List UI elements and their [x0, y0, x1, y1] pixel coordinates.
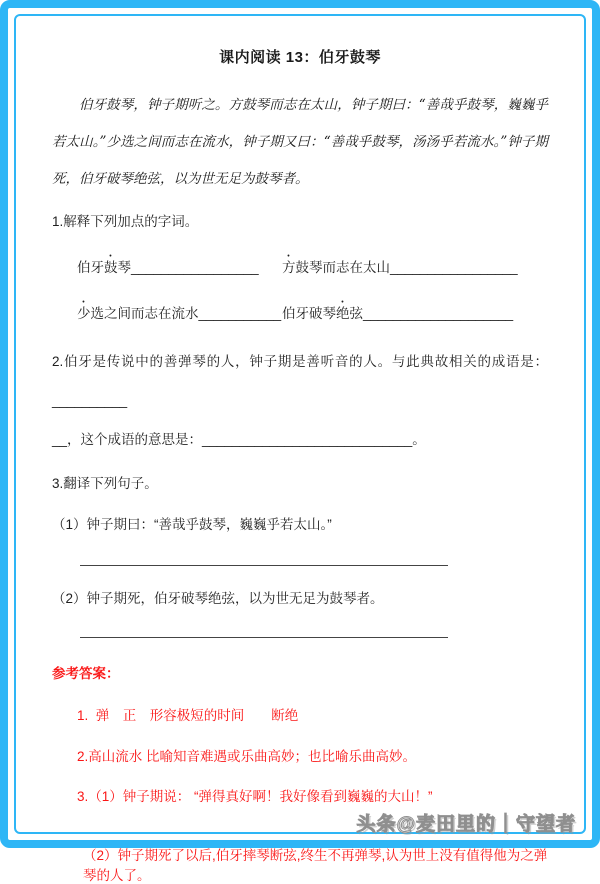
toutiao-watermark: 头条@麦田里的｜守望者: [356, 814, 576, 835]
question-1-row-1: [52, 253, 548, 276]
reading-passage: 伯牙鼓琴，钟子期听之。方鼓琴而志在太山，钟子期曰：“善哉乎鼓琴，巍巍乎若太山。”少选之间而志在流水，钟子期又曰：“善哉乎鼓琴，汤汤乎若流水。”钟子期死，伯牙破琴绝弦，以为世无足为鼓琴者。: [52, 97, 548, 187]
q1-item-shaoxuan: [77, 299, 282, 322]
worksheet-content: [14, 14, 586, 883]
q1-item-text: 琴: [117, 260, 131, 275]
q1-item-text: 鼓琴而志在太山: [295, 260, 390, 275]
answer-2: 2.高山流水 比喻知音难遇或乐曲高妙；也比喻乐曲高妙。: [77, 749, 417, 764]
q1-item-dotted-char: 鼓: [104, 260, 118, 275]
reference-answers-heading: 参考答案：: [52, 666, 120, 681]
q1-item-fang-guqin: [282, 253, 518, 276]
q1-item-text: 伯牙破琴: [282, 306, 336, 321]
answer-3-1: 3.（1）钟子期说： “弹得真好啊！我好像看到巍巍的大山！”: [77, 789, 433, 804]
question-3-label: 3.翻译下列句子。: [52, 476, 158, 491]
question-1-row-2: [52, 299, 548, 322]
fill-in-blank: ____________________: [363, 306, 514, 321]
question-1-label: 1.解释下列加点的字词。: [52, 214, 199, 229]
answer-line-2: [80, 637, 448, 638]
q1-item-text: 伯牙: [77, 260, 104, 275]
page-title: 课内阅读 13：伯牙鼓琴: [219, 49, 381, 66]
answer-line-1: [80, 565, 448, 566]
question-2-line-1: 2.伯牙是传说中的善弹琴的人，钟子期是善听音的人。与此典故相关的成语是：__________: [52, 354, 548, 408]
fill-in-blank: _________________: [390, 260, 518, 275]
q1-item-dotted-char: 绝: [336, 306, 350, 321]
question-2-line-2: __，这个成语的意思是：____________________________。: [52, 432, 426, 447]
question-3-item-1: （1）钟子期曰：“善哉乎鼓琴，巍巍乎若太山。”: [52, 517, 332, 532]
q1-item-poqin-juexian: [282, 299, 513, 322]
q1-item-text: 选之间而志在流水: [90, 306, 199, 321]
q1-item-text: 弦: [349, 306, 363, 321]
q1-item-dotted-char: 方: [282, 260, 296, 275]
fill-in-blank: ___________: [198, 306, 282, 321]
question-3-item-2: （2）钟子期死，伯牙破琴绝弦，以为世无足为鼓琴者。: [52, 591, 384, 606]
q1-item-boya-guqin: [77, 253, 282, 276]
question-2: [52, 342, 548, 459]
q1-item-dotted-char: 少: [77, 306, 91, 321]
answer-3-2: （2）钟子期死了以后,伯牙摔琴断弦,终生不再弹琴,认为世上没有值得他为之弹琴的人了。: [83, 848, 548, 883]
answer-1: 1. 弹 正 形容极短的时间 断绝: [77, 708, 299, 723]
fill-in-blank: _________________: [131, 260, 259, 275]
